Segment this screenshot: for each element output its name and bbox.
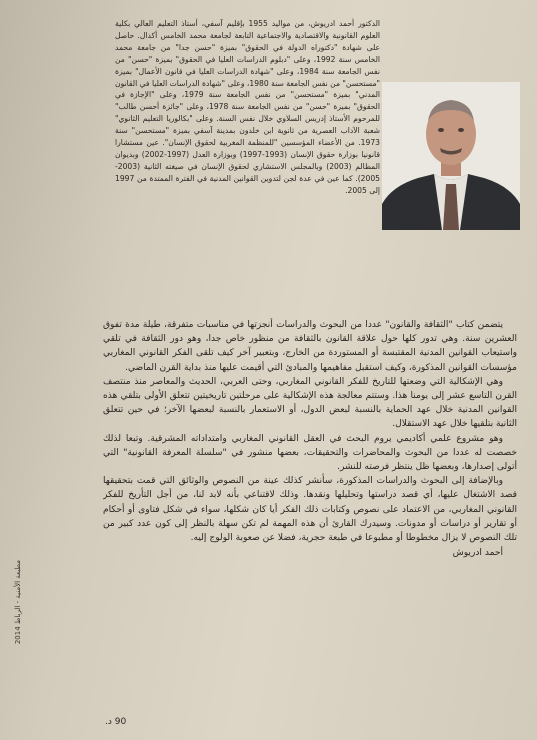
author-portrait-image [382, 82, 520, 230]
intro-paragraph: وهي الإشكالية التي وضعتها للتاريخ للفكر القانوني المغاربي، وحتى العربي، الحديث والمعاصر منذ منتصف القرن التاسع عشر إلى يومنا هذا. وستتم معالجة هذه الإشكالية على مرحلتين تاريخيتين تتعلق الأولى بتلقي هذه القوانين المدنية خلال عهد الحماية بالنسبة لبعض الدول، أو الاستعمار بالنسبة لبعضها الآخر؛ في حين تتعلق الثانية بتلقيها خلال عهد الاستقلال. [103, 376, 517, 430]
author-photo [382, 82, 520, 230]
author-biography: الدكتور أحمد ادريوش، من مواليد 1955 بإقليم آسفي، أستاذ التعليم العالي بكلية العلوم القانونية والاقتصادية والاجتماعية التابعة لجامعة محمد الخامس أكدال. حاصل على شهادة "دكتوراه الدولة في الحقوق" بميزة "حسن جدا" من جامعة محمد الخامس سنة 1992، وعلى "دبلوم الدراسات العليا في الحقوق" بميزة "حسن" من نفس الجامعة سنة 1984، وعلى "شهادة الدراسات العليا في قانون الأعمال" بميزة "مستحسن" من نفس الجامعة سنة 1980، وعلى "شهادة الدراسات العليا في القانون المدني" بميزة "مستحسن" من نفس الجامعة سنة 1979، وعلى "الإجازة في الحقوق" بميزة "حسن" من نفس الجامعة سنة 1978، وعلى "جائزة أحسن طالب" للمرحوم الأستاذ إدريس السلاوي خلال نفس السنة. وعلى "بكالوريا التعليم الثانوي" شعبة الآداب العصرية من ثانوية ابن خلدون بمدينة آسفي بميزة "مستحسن" سنة 1973. من الأعضاء المؤسسين "للمنظمة المغربية لحقوق الإنسان". عين مستشارا قانونيا بوزارة حقوق الإنسان (1993-1997) وبوزارة العدل (1997-2002) وبديوان المظالم (2003) وبالمجلس الاستشاري لحقوق الإنسان في صيغته الثانية (2003-2005). كما عين في عدة لجن لتدوين القوانين المدنية في الفترة الممتدة من 1997 إلى 2005. [115, 19, 380, 195]
intro-paragraph: يتضمن كتاب "الثقافة والقانون" عددا من البحوث والدراسات أنجزتها في مناسبات متفرقة، طيلة مدة تفوق العشرين سنة. وهي تدور كلها حول علاقة القانون بالثقافة من منظور خاص جدا، وهو دور الثقافة في تلقي واستيعاب القوانين المدنية المقتبسة أو المستوردة من الخارج، وبتعبير آخر كيف تلقى الفكر القانوني المغاربي مؤسسات القوانين المذكورة، وكيف استقبل مفاهيمها والمبادئ التي أقيمت عليها منذ بداية القرن الماضي. [103, 320, 517, 373]
author-signature: أحمد ادريوش [452, 548, 503, 559]
price-label: 90 د. [105, 717, 127, 727]
book-introduction [103, 318, 517, 708]
intro-paragraph: وبالإضافة إلى البحوث والدراسات المذكورة، سأنشر كذلك عينة من النصوص والوثائق التي قمت بتحقيقها قصد الاشتغال عليها، أي قصد دراستها وتحليلها ونقدها. وذلك لاقتناعي بأنه لابد لنا، من أجل التأريخ للفكر القانوني المغاربي، من الاعتماد على نصوص وكتابات ذلك الفكر أيا كان شكلها، سواء في شكل فتاوى أو أحكام أو تقارير أو دراسات أو مدونات. وسيدرك القارئ أن هذه المهمة لم تكن سهلة بالنظر إلى كون عدد كبير من تلك النصوص لا يزال مخطوطا أو مطبوعا في طبعة حجرية، فضلا عن صعوبة الولوج إليه. [103, 476, 517, 544]
printer-spine-text: مطبعة الأمنية - الرباط 2014 [14, 560, 22, 645]
intro-paragraph: وهو مشروع علمي أكاديمي يروم البحث في العقل القانوني المغاربي وامتداداته المشرقية. وتبعا لذلك خصصت له عددا من البحوث والمحاضرات والتحقيقات، بعضها منشور في "سلسلة المعرفة القانونية" التي أتولى إصدارها، وبعضها ظل ينتظر فرصته للنشر. [103, 433, 517, 473]
